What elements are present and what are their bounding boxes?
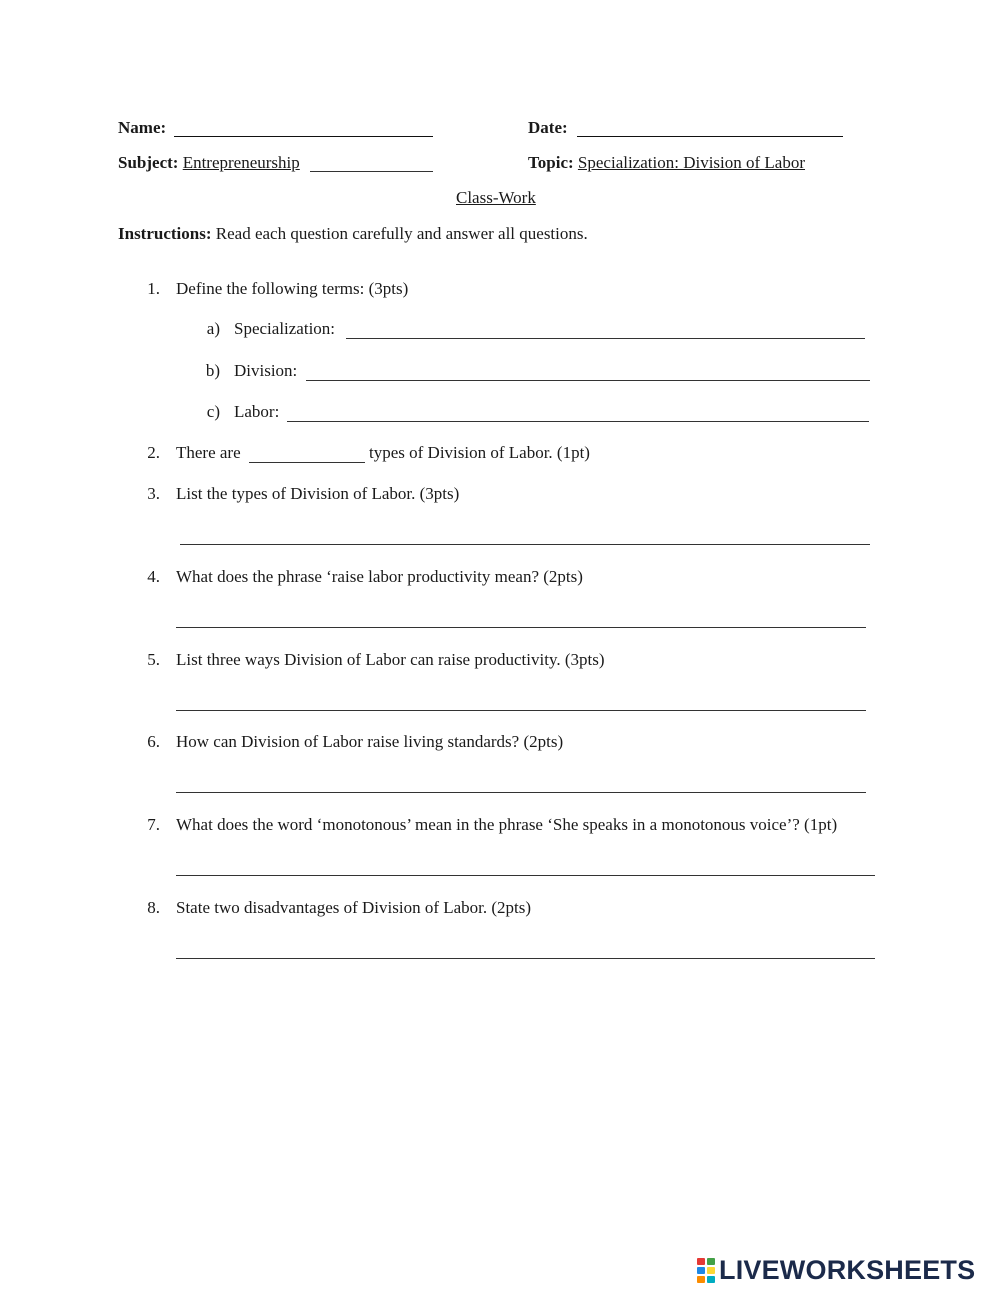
liveworksheets-logo [697, 1256, 975, 1284]
question-8-text: State two disadvantages of Division of Labor. (2pts) [176, 898, 532, 917]
question-7-answer-line[interactable] [176, 875, 875, 876]
term-a-label: Specialization: [234, 319, 336, 338]
subject-line: Subject: Entrepreneurship [118, 153, 300, 172]
question-6-number: 6. [147, 732, 160, 751]
question-4-number: 4. [147, 567, 160, 586]
term-a-letter: a) [206, 319, 220, 338]
question-1-number: 1. [147, 279, 160, 298]
question-4-text: What does the phrase ‘raise labor productivity mean? (2pts) [176, 567, 583, 586]
name-label: Name: [118, 118, 167, 137]
question-7-text: What does the word ‘monotonous’ mean in the phrase ‘She speaks in a monotonous voice’? (1pt) [176, 815, 838, 834]
term-c-answer-line[interactable] [287, 421, 869, 422]
term-b-label: Division: [234, 361, 298, 380]
question-4-answer-line[interactable] [176, 627, 866, 628]
subject-underline [310, 171, 433, 172]
question-2-text-after: types of Division of Labor. (1pt) [369, 443, 590, 462]
name-field[interactable] [174, 136, 433, 137]
term-b-letter: b) [205, 361, 220, 380]
question-7-number: 7. [147, 815, 160, 834]
instructions-text: Read each question carefully and answer all questions. [215, 224, 588, 243]
question-8-answer-line[interactable] [176, 958, 875, 959]
question-3-answer-line[interactable] [180, 544, 870, 545]
page-title: Class-Work [456, 188, 536, 207]
question-5-number: 5. [147, 650, 160, 669]
question-5-answer-line[interactable] [176, 710, 866, 711]
topic-value: Specialization: Division of Labor [577, 153, 806, 172]
question-2-text-before: There are [176, 443, 241, 462]
term-c-label: Labor: [234, 402, 280, 421]
question-6-text: How can Division of Labor raise living standards? (2pts) [176, 732, 564, 751]
logo-block [707, 1258, 715, 1265]
topic-line: Topic: Specialization: Division of Labor [528, 153, 806, 172]
date-field[interactable] [577, 136, 843, 137]
liveworksheets-wordmark: LIVEWORKSHEETS [719, 1254, 976, 1285]
question-6-answer-line[interactable] [176, 792, 866, 793]
question-3-text: List the types of Division of Labor. (3pts) [176, 484, 460, 503]
question-8-number: 8. [147, 898, 160, 917]
term-c-letter: c) [206, 402, 220, 421]
term-a-answer-line[interactable] [346, 338, 865, 339]
logo-block [697, 1258, 705, 1265]
question-3-number: 3. [147, 484, 160, 503]
subject-value: Entrepreneurship [182, 153, 300, 172]
question-2-blank[interactable] [249, 462, 365, 463]
question-5-text: List three ways Division of Labor can raise productivity. (3pts) [176, 650, 605, 669]
liveworksheets-mark-icon [697, 1258, 715, 1283]
term-b-answer-line[interactable] [306, 380, 870, 381]
logo-block [697, 1276, 705, 1283]
question-2-number: 2. [147, 443, 160, 462]
instructions: Instructions: Read each question carefully and answer all questions. [118, 224, 588, 243]
logo-block [707, 1267, 715, 1274]
question-1-text: Define the following terms: (3pts) [176, 279, 409, 298]
logo-block [697, 1267, 705, 1274]
date-label: Date: [528, 118, 568, 137]
logo-block [707, 1276, 715, 1283]
